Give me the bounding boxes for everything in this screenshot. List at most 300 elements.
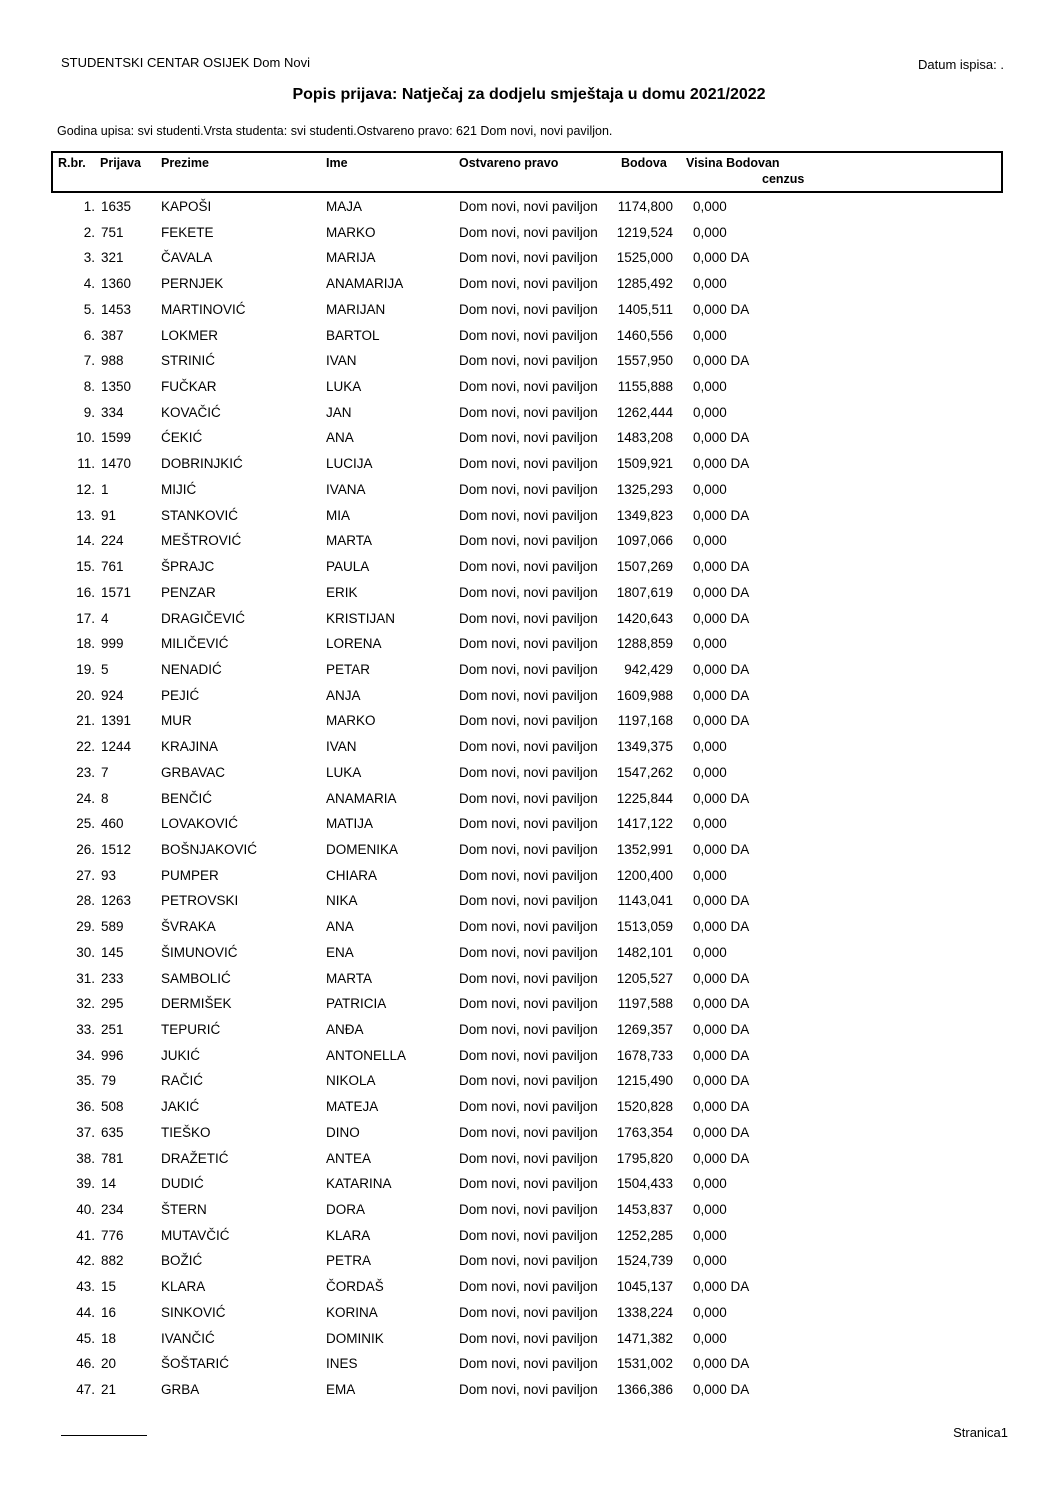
cell-prijava: 387 <box>101 327 124 343</box>
cell-ime: ČORDAŠ <box>326 1279 384 1295</box>
table-row <box>0 868 1058 894</box>
cell-prezime: MILIČEVIĆ <box>161 636 229 652</box>
table-row <box>0 353 1058 379</box>
cell-bodova: 1795,820 <box>616 1150 673 1166</box>
cell-prijava: 4 <box>101 610 109 626</box>
cell-bodova: 1417,122 <box>616 816 673 832</box>
cell-pravo: Dom novi, novi paviljon <box>459 790 598 806</box>
cell-ime: LUKA <box>326 379 362 395</box>
cell-prijava: 1263 <box>101 893 132 909</box>
cell-pravo: Dom novi, novi paviljon <box>459 584 598 600</box>
cell-cenzus: 0,000 <box>693 944 727 960</box>
cell-rbr: 11. <box>77 456 95 472</box>
cell-ime: ANA <box>326 919 354 935</box>
cell-pravo: Dom novi, novi paviljon <box>459 1047 598 1063</box>
cell-prijava: 1244 <box>101 739 132 755</box>
cell-cenzus: 0,000 DA <box>693 250 750 266</box>
cell-pravo: Dom novi, novi paviljon <box>459 919 598 935</box>
table-row <box>0 1305 1058 1331</box>
cell-ime: MARKO <box>326 713 376 729</box>
cell-ime: MARKO <box>326 224 376 240</box>
cell-rbr: 41. <box>76 1227 95 1243</box>
cell-bodova: 1609,988 <box>616 687 673 703</box>
table-row <box>0 1099 1058 1125</box>
cell-pravo: Dom novi, novi paviljon <box>459 610 598 626</box>
cell-prezime: ŠPRAJC <box>161 559 215 575</box>
cell-bodova: 1531,002 <box>616 1356 673 1372</box>
table-row <box>0 533 1058 559</box>
cell-bodova: 1143,041 <box>617 893 673 909</box>
table-row <box>0 430 1058 456</box>
col-cenzus-header-line2: cenzus <box>762 172 805 186</box>
cell-cenzus: 0,000 DA <box>693 1022 750 1037</box>
cell-bodova: 1219,524 <box>616 224 673 240</box>
col-bodova-header: Bodova <box>621 156 667 170</box>
cell-rbr: 28. <box>76 893 95 909</box>
cell-pravo: Dom novi, novi paviljon <box>459 199 598 214</box>
cell-ime: ANAMARIA <box>326 790 397 806</box>
cell-pravo: Dom novi, novi paviljon <box>459 1124 598 1140</box>
cell-bodova: 1453,837 <box>616 1202 673 1218</box>
cell-cenzus: 0,000 DA <box>693 996 750 1012</box>
cell-rbr: 45. <box>76 1330 95 1346</box>
cell-prijava: 1360 <box>101 276 132 292</box>
cell-prijava: 233 <box>101 970 124 986</box>
cell-prezime: DRAŽETIĆ <box>161 1150 229 1166</box>
cell-cenzus: 0,000 <box>693 1330 727 1346</box>
cell-prezime: GRBA <box>161 1382 200 1398</box>
cell-bodova: 1155,888 <box>617 379 673 395</box>
cell-prezime: MEŠTROVIĆ <box>161 533 242 549</box>
cell-ime: MIA <box>326 507 351 523</box>
cell-rbr: 27. <box>76 867 95 883</box>
cell-prijava: 776 <box>101 1227 124 1243</box>
cell-ime: PETRA <box>326 1253 372 1269</box>
cell-pravo: Dom novi, novi paviljon <box>459 1279 598 1295</box>
cell-ime: ANJA <box>326 687 361 703</box>
cell-prezime: ŠOŠTARIĆ <box>161 1356 230 1372</box>
cell-prezime: JAKIĆ <box>161 1099 200 1115</box>
cell-ime: MATIJA <box>326 816 373 832</box>
cell-prijava: 924 <box>101 687 124 703</box>
cell-cenzus: 0,000 DA <box>693 713 750 729</box>
cell-ime: PETAR <box>326 661 371 677</box>
cell-prijava: 91 <box>101 507 117 523</box>
table-row <box>0 1048 1058 1074</box>
cell-cenzus: 0,000 DA <box>693 687 750 703</box>
cell-rbr: 5. <box>83 301 95 317</box>
cell-cenzus: 0,000 <box>693 199 727 214</box>
cell-pravo: Dom novi, novi paviljon <box>459 1150 598 1166</box>
cell-pravo: Dom novi, novi paviljon <box>459 533 598 549</box>
cell-rbr: 40. <box>76 1202 95 1218</box>
page-number: Stranica1 <box>953 1425 1008 1440</box>
cell-pravo: Dom novi, novi paviljon <box>459 970 598 986</box>
cell-pravo: Dom novi, novi paviljon <box>459 301 598 317</box>
table-row <box>0 996 1058 1022</box>
table-row <box>0 482 1058 508</box>
cell-prijava: 1512 <box>101 841 132 857</box>
print-date: Datum ispisa: . <box>918 57 1004 72</box>
table-row <box>0 713 1058 739</box>
table-row <box>0 739 1058 765</box>
cell-prijava: 14 <box>101 1176 117 1192</box>
cell-prezime: STRINIĆ <box>161 353 215 369</box>
cell-prezime: PENZAR <box>161 584 216 600</box>
cell-prezime: IVANČIĆ <box>161 1330 215 1346</box>
cell-rbr: 34. <box>76 1047 95 1063</box>
cell-rbr: 20. <box>76 687 95 703</box>
cell-ime: ANA <box>326 430 354 446</box>
cell-rbr: 47. <box>76 1382 95 1398</box>
cell-rbr: 7. <box>83 353 95 369</box>
cell-bodova: 1215,490 <box>616 1073 673 1089</box>
cell-prijava: 79 <box>101 1073 117 1089</box>
cell-prezime: BOŽIĆ <box>161 1253 203 1269</box>
cell-bodova: 1405,511 <box>617 301 673 317</box>
cell-rbr: 13. <box>76 507 95 523</box>
cell-cenzus: 0,000 DA <box>693 970 750 986</box>
cell-ime: KORINA <box>326 1304 378 1320</box>
cell-cenzus: 0,000 DA <box>693 430 750 446</box>
cell-rbr: 10. <box>76 430 95 446</box>
table-row <box>0 456 1058 482</box>
cell-pravo: Dom novi, novi paviljon <box>459 739 598 755</box>
table-row <box>0 225 1058 251</box>
cell-rbr: 21. <box>76 713 95 729</box>
cell-ime: ERIK <box>326 584 358 600</box>
cell-ime: KLARA <box>326 1227 371 1243</box>
col-cenzus-header: Visina Bodovan <box>686 156 780 170</box>
cell-bodova: 1524,739 <box>616 1253 673 1269</box>
cell-cenzus: 0,000 DA <box>693 456 750 472</box>
cell-prijava: 1635 <box>101 199 132 214</box>
table-row <box>0 842 1058 868</box>
cell-prezime: MARTINOVIĆ <box>161 301 246 317</box>
cell-prijava: 1470 <box>101 456 132 472</box>
cell-pravo: Dom novi, novi paviljon <box>459 764 598 780</box>
cell-bodova: 1504,433 <box>616 1176 673 1192</box>
cell-bodova: 1197,588 <box>617 996 673 1012</box>
cell-bodova: 1338,224 <box>616 1304 673 1320</box>
cell-ime: KRISTIJAN <box>326 610 396 626</box>
cell-cenzus: 0,000 <box>693 481 727 497</box>
cell-pravo: Dom novi, novi paviljon <box>459 456 598 472</box>
cell-ime: JAN <box>326 404 352 420</box>
cell-ime: ANTONELLA <box>326 1047 407 1063</box>
table-row <box>0 688 1058 714</box>
cell-pravo: Dom novi, novi paviljon <box>459 816 598 832</box>
cell-pravo: Dom novi, novi paviljon <box>459 1382 598 1398</box>
table-row <box>0 1125 1058 1151</box>
cell-prijava: 8 <box>101 790 109 806</box>
cell-bodova: 1366,386 <box>616 1382 673 1398</box>
cell-ime: INES <box>326 1356 358 1372</box>
col-ime-header: Ime <box>326 156 348 170</box>
cell-prezime: MUR <box>161 713 192 729</box>
cell-cenzus: 0,000 DA <box>693 507 750 523</box>
cell-prezime: FEKETE <box>161 224 214 240</box>
cell-cenzus: 0,000 <box>693 379 727 395</box>
cell-rbr: 8. <box>83 379 95 395</box>
cell-bodova: 942,429 <box>624 661 673 677</box>
cell-prijava: 988 <box>101 353 124 369</box>
cell-prezime: TEPURIĆ <box>161 1022 221 1037</box>
cell-rbr: 1. <box>83 199 95 214</box>
table-row <box>0 1253 1058 1279</box>
cell-prezime: LOVAKOVIĆ <box>161 816 239 832</box>
cell-cenzus: 0,000 <box>693 816 727 832</box>
cell-rbr: 12. <box>76 481 95 497</box>
cell-bodova: 1262,444 <box>616 404 673 420</box>
cell-cenzus: 0,000 <box>693 739 727 755</box>
cell-prijava: 15 <box>101 1279 117 1295</box>
cell-bodova: 1420,643 <box>616 610 673 626</box>
cell-prezime: MIJIĆ <box>161 481 197 497</box>
cell-bodova: 1483,208 <box>616 430 673 446</box>
cell-pravo: Dom novi, novi paviljon <box>459 1202 598 1218</box>
table-header <box>51 151 1003 193</box>
cell-ime: NIKOLA <box>326 1073 376 1089</box>
table-row <box>0 379 1058 405</box>
cell-prijava: 1391 <box>101 713 132 729</box>
table-row <box>0 1176 1058 1202</box>
cell-prezime: BENČIĆ <box>161 790 213 806</box>
col-prijava-header: Prijava <box>100 156 142 170</box>
cell-pravo: Dom novi, novi paviljon <box>459 507 598 523</box>
cell-prijava: 334 <box>101 404 124 420</box>
cell-rbr: 36. <box>76 1099 95 1115</box>
cell-prezime: FUČKAR <box>161 379 217 395</box>
cell-ime: MARTA <box>326 970 373 986</box>
cell-prezime: ŠTERN <box>161 1202 207 1218</box>
cell-bodova: 1225,844 <box>616 790 673 806</box>
organization-header: STUDENTSKI CENTAR OSIJEK Dom Novi <box>61 55 310 70</box>
cell-cenzus: 0,000 <box>693 224 727 240</box>
col-pravo-header: Ostvareno pravo <box>459 156 559 170</box>
cell-cenzus: 0,000 DA <box>693 584 750 600</box>
cell-pravo: Dom novi, novi paviljon <box>459 430 598 446</box>
cell-prezime: ČAVALA <box>161 250 213 266</box>
cell-prezime: TIEŠKO <box>161 1124 211 1140</box>
cell-ime: MARTA <box>326 533 373 549</box>
cell-cenzus: 0,000 DA <box>693 1382 750 1398</box>
cell-bodova: 1269,357 <box>616 1022 673 1037</box>
table-row <box>0 199 1058 225</box>
cell-prezime: RAČIĆ <box>161 1073 204 1089</box>
cell-cenzus: 0,000 <box>693 636 727 652</box>
cell-rbr: 25. <box>76 816 95 832</box>
cell-ime: EMA <box>326 1382 356 1398</box>
cell-pravo: Dom novi, novi paviljon <box>459 1073 598 1089</box>
cell-cenzus: 0,000 DA <box>693 1047 750 1063</box>
cell-prijava: 1 <box>101 481 109 497</box>
cell-prijava: 508 <box>101 1099 124 1115</box>
cell-ime: ANĐA <box>326 1022 364 1037</box>
cell-prijava: 5 <box>101 661 109 677</box>
cell-rbr: 6. <box>83 327 95 343</box>
cell-rbr: 3. <box>83 250 95 266</box>
cell-cenzus: 0,000 <box>693 867 727 883</box>
cell-ime: DINO <box>326 1124 360 1140</box>
cell-cenzus: 0,000 DA <box>693 1279 750 1295</box>
cell-rbr: 9. <box>83 404 95 420</box>
cell-bodova: 1507,269 <box>616 559 673 575</box>
cell-prijava: 1599 <box>101 430 132 446</box>
cell-ime: BARTOL <box>326 327 380 343</box>
cell-bodova: 1547,262 <box>616 764 673 780</box>
cell-rbr: 46. <box>76 1356 95 1372</box>
cell-pravo: Dom novi, novi paviljon <box>459 1099 598 1115</box>
cell-prijava: 16 <box>101 1304 117 1320</box>
cell-rbr: 16. <box>76 584 95 600</box>
cell-rbr: 39. <box>76 1176 95 1192</box>
table-row <box>0 919 1058 945</box>
cell-bodova: 1205,527 <box>616 970 673 986</box>
cell-rbr: 38. <box>76 1150 95 1166</box>
cell-prezime: KRAJINA <box>161 739 219 755</box>
cell-cenzus: 0,000 DA <box>693 661 750 677</box>
cell-prezime: SAMBOLIĆ <box>161 970 231 986</box>
cell-cenzus: 0,000 <box>693 1202 727 1218</box>
cell-prijava: 781 <box>101 1150 124 1166</box>
cell-ime: MAJA <box>326 199 363 214</box>
cell-prijava: 234 <box>101 1202 124 1218</box>
cell-ime: DOMINIK <box>326 1330 384 1346</box>
cell-pravo: Dom novi, novi paviljon <box>459 379 598 395</box>
table-row <box>0 945 1058 971</box>
cell-bodova: 1288,859 <box>616 636 673 652</box>
table-row <box>0 1331 1058 1357</box>
cell-rbr: 26. <box>76 841 95 857</box>
table-row <box>0 405 1058 431</box>
cell-prijava: 751 <box>101 224 124 240</box>
cell-bodova: 1471,382 <box>616 1330 673 1346</box>
cell-prijava: 1453 <box>101 301 132 317</box>
cell-prijava: 7 <box>101 764 109 780</box>
table-row <box>0 636 1058 662</box>
cell-prijava: 460 <box>101 816 124 832</box>
cell-cenzus: 0,000 DA <box>693 1073 750 1089</box>
cell-pravo: Dom novi, novi paviljon <box>459 867 598 883</box>
table-row <box>0 1279 1058 1305</box>
cell-prijava: 882 <box>101 1253 124 1269</box>
cell-rbr: 15. <box>76 559 95 575</box>
table-row <box>0 276 1058 302</box>
cell-pravo: Dom novi, novi paviljon <box>459 1253 598 1269</box>
cell-prijava: 635 <box>101 1124 124 1140</box>
cell-prezime: DOBRINJKIĆ <box>161 456 243 472</box>
cell-prijava: 1350 <box>101 379 132 395</box>
cell-prezime: ŠVRAKA <box>161 919 216 935</box>
cell-pravo: Dom novi, novi paviljon <box>459 713 598 729</box>
cell-rbr: 2. <box>83 224 95 240</box>
cell-prezime: DUDIĆ <box>161 1176 204 1192</box>
cell-prezime: LOKMER <box>161 327 219 343</box>
cell-prijava: 224 <box>101 533 124 549</box>
applications-table-body <box>0 199 1058 1408</box>
cell-rbr: 32. <box>76 996 95 1012</box>
cell-prezime: JUKIĆ <box>161 1047 201 1063</box>
cell-cenzus: 0,000 <box>693 327 727 343</box>
filter-summary: Godina upisa: svi studenti.Vrsta studenta: svi studenti.Ostvareno pravo: 621 Dom novi, novi paviljon. <box>57 124 613 138</box>
cell-bodova: 1200,400 <box>616 867 673 883</box>
cell-bodova: 1807,619 <box>616 584 673 600</box>
table-row <box>0 765 1058 791</box>
cell-pravo: Dom novi, novi paviljon <box>459 687 598 703</box>
cell-ime: DORA <box>326 1202 366 1218</box>
cell-rbr: 22. <box>76 739 95 755</box>
cell-rbr: 35. <box>76 1073 95 1089</box>
table-row <box>0 1151 1058 1177</box>
table-row <box>0 328 1058 354</box>
cell-cenzus: 0,000 DA <box>693 919 750 935</box>
table-row <box>0 302 1058 328</box>
cell-prezime: MUTAVČIĆ <box>161 1227 230 1243</box>
cell-cenzus: 0,000 <box>693 533 727 549</box>
cell-prijava: 18 <box>101 1330 117 1346</box>
cell-pravo: Dom novi, novi paviljon <box>459 276 598 292</box>
cell-cenzus: 0,000 DA <box>693 353 750 369</box>
cell-prijava: 21 <box>101 1382 117 1398</box>
cell-prijava: 321 <box>101 250 124 266</box>
cell-pravo: Dom novi, novi paviljon <box>459 841 598 857</box>
table-row <box>0 1202 1058 1228</box>
cell-ime: MARIJAN <box>326 301 386 317</box>
table-row <box>0 971 1058 997</box>
cell-pravo: Dom novi, novi paviljon <box>459 661 598 677</box>
table-row <box>0 1228 1058 1254</box>
cell-cenzus: 0,000 DA <box>693 1356 750 1372</box>
cell-prezime: NENADIĆ <box>161 661 222 677</box>
cell-ime: KATARINA <box>326 1176 392 1192</box>
cell-rbr: 4. <box>83 276 95 292</box>
cell-rbr: 37. <box>76 1124 95 1140</box>
cell-cenzus: 0,000 <box>693 1253 727 1269</box>
table-row <box>0 1356 1058 1382</box>
cell-cenzus: 0,000 DA <box>693 1124 750 1140</box>
cell-bodova: 1520,828 <box>616 1099 673 1115</box>
cell-cenzus: 0,000 <box>693 1176 727 1192</box>
cell-pravo: Dom novi, novi paviljon <box>459 1304 598 1320</box>
cell-cenzus: 0,000 <box>693 1304 727 1320</box>
cell-rbr: 24. <box>76 790 95 806</box>
cell-prijava: 251 <box>101 1022 124 1037</box>
table-row <box>0 508 1058 534</box>
col-prezime-header: Prezime <box>161 156 209 170</box>
cell-cenzus: 0,000 <box>693 764 727 780</box>
cell-pravo: Dom novi, novi paviljon <box>459 224 598 240</box>
cell-rbr: 44. <box>76 1304 95 1320</box>
cell-bodova: 1678,733 <box>616 1047 673 1063</box>
cell-cenzus: 0,000 DA <box>693 1099 750 1115</box>
cell-rbr: 43. <box>76 1279 95 1295</box>
cell-pravo: Dom novi, novi paviljon <box>459 559 598 575</box>
cell-bodova: 1349,375 <box>616 739 673 755</box>
cell-rbr: 42. <box>76 1253 95 1269</box>
cell-cenzus: 0,000 DA <box>693 301 750 317</box>
cell-ime: MATEJA <box>326 1099 379 1115</box>
cell-pravo: Dom novi, novi paviljon <box>459 353 598 369</box>
cell-ime: ENA <box>326 944 354 960</box>
table-row <box>0 585 1058 611</box>
cell-ime: DOMENIKA <box>326 841 399 857</box>
cell-bodova: 1525,000 <box>616 250 673 266</box>
cell-cenzus: 0,000 DA <box>693 790 750 806</box>
cell-pravo: Dom novi, novi paviljon <box>459 481 598 497</box>
cell-prezime: STANKOVIĆ <box>161 507 239 523</box>
cell-rbr: 14. <box>76 533 95 549</box>
